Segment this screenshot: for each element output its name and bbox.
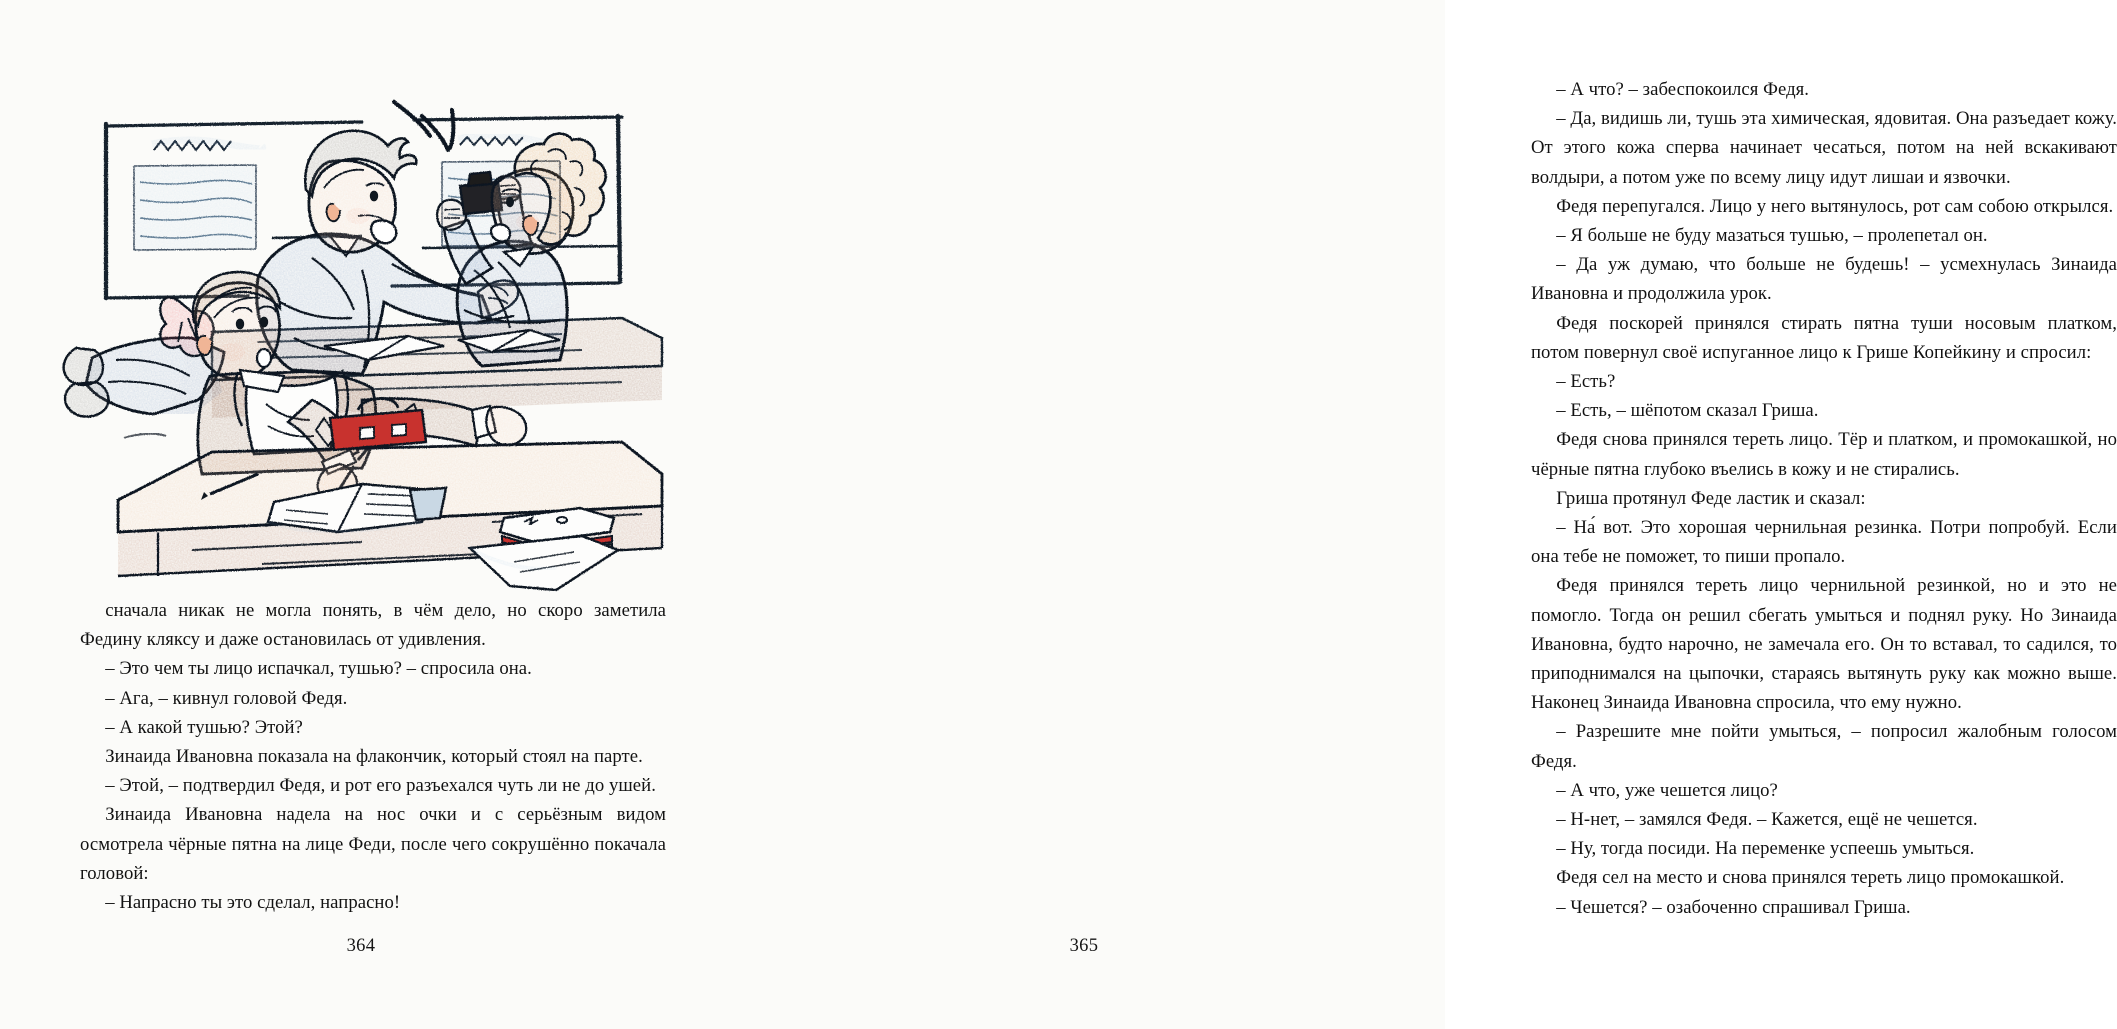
paragraph: Гриша протянул Феде ластик и сказал: bbox=[1556, 487, 1866, 509]
paragraph: Федя принялся тереть лицо чернильной резинкой, но и это не помогло. Тогда он решил сбегать умыться и поднял руку. Но Зинаида Ивановна, будто нарочно, не замечала его. Он то вставал, то садился, то приподнимался на цыпочки, стараясь вытянуть руку как можно выше. Наконец Зинаида Ивановна спросила, что ему нужно. bbox=[1531, 575, 2117, 714]
paragraph: Федя снова принялся тереть лицо. Тёр и платком, и промокашкой, но чёрные пятна глубоко въелись в кожу и не стирались. bbox=[1531, 429, 2117, 480]
inkwell bbox=[410, 488, 446, 520]
page-left bbox=[0, 0, 722, 1029]
left-column-text bbox=[80, 596, 666, 917]
paragraph: – Этой, – подтвердил Федя, и рот его разъехался чуть ли не до ушей. bbox=[105, 775, 656, 797]
paragraph: – А что, уже чешется лицо? bbox=[1556, 779, 1778, 801]
eye bbox=[370, 191, 378, 202]
paragraph: – Это чем ты лицо испачкал, тушью? – спросила она. bbox=[105, 658, 532, 680]
paragraph: – А какой тушью? Этой? bbox=[105, 716, 303, 738]
open-mouth bbox=[371, 220, 396, 243]
paragraph: – На́ вот. Это хорошая чернильная резинка. Потри попробуй. Если она тебе не поможет, то пиши пропало. bbox=[1531, 517, 2117, 568]
classroom-scene-illustration bbox=[62, 70, 682, 580]
paragraph: Федя сел на место и снова принялся тереть лицо промокашкой. bbox=[1556, 867, 2065, 889]
paragraph: – Напрасно ты это сделал, напрасно! bbox=[105, 892, 401, 914]
page-number-left: 364 bbox=[346, 936, 376, 956]
page-number-right: 365 bbox=[1069, 936, 1099, 956]
paragraph: Зинаида Ивановна показала на флакончик, который стоял на парте. bbox=[105, 746, 643, 768]
paragraph: – Н-нет, – замялся Федя. – Кажется, ещё не чешется. bbox=[1556, 809, 1978, 831]
paragraph: – Ну, тогда посиди. На переменке успеешь умыться. bbox=[1556, 838, 1975, 860]
paragraph: – Я больше не буду мазаться тушью, – пролепетал он. bbox=[1556, 225, 1988, 247]
paragraph: – Есть, – шёпотом сказал Гриша. bbox=[1556, 400, 1819, 422]
paragraph: – Есть? bbox=[1556, 371, 1616, 393]
paragraph: – А что? – забеспокоился Федя. bbox=[1556, 79, 1810, 100]
paragraph: Федя перепугался. Лицо у него вытянулось, рот сам собою открылся. bbox=[1556, 195, 2114, 217]
right-column-text bbox=[1531, 75, 2117, 922]
paragraph: – Разрешите мне пойти умыться, – попросил жалобным голосом Федя. bbox=[1531, 721, 2117, 772]
paragraph: Зинаида Ивановна надела на нос очки и с серьёзным видом осмотрела чёрные пятна на лице Феди, после чего сокрушённо покачала головой: bbox=[80, 804, 666, 884]
paragraph: – Да уж думаю, что больше не будешь! – усмехнулась Зинаида Ивановна и продолжила урок. bbox=[1531, 254, 2117, 305]
page-right bbox=[723, 0, 2117, 1029]
paragraph: Федя поскорей принялся стирать пятна туши носовым платком, потом повернул своё испуганное лицо к Грише Копейкину и спросил: bbox=[1531, 312, 2117, 363]
paragraph: – Да, видишь ли, тушь эта химическая, ядовитая. Она разъедает кожу. От этого кожа сперва начинает чесаться, потом на ней вскакивают волдыри, а потом уже по всему лицу идут лишаи и язвочки. bbox=[1531, 108, 2117, 188]
paragraph: сначала никак не могла понять, в чём дело, но скоро заметила Федину кляксу и даже остановилась от удивления. bbox=[80, 600, 666, 651]
paragraph: – Ага, – кивнул головой Федя. bbox=[105, 687, 348, 709]
paragraph: – Чешется? – озабоченно спрашивал Гриша. bbox=[1556, 896, 1911, 918]
